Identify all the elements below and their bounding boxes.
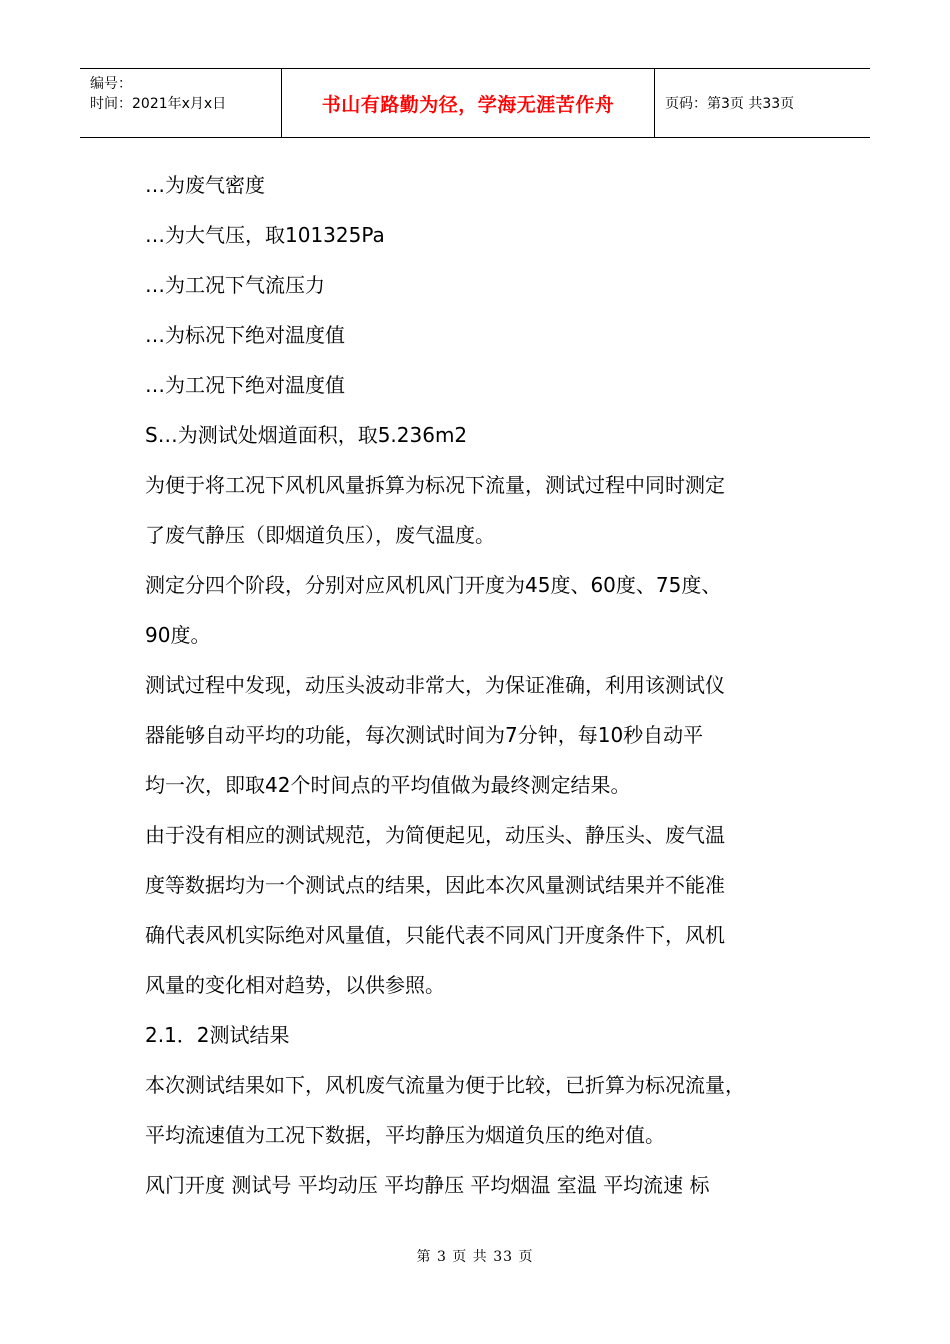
header-left-cell [80,69,282,137]
text-line: 为便于将工况下风机风量拆算为标况下流量，测试过程中同时测定 [145,473,725,497]
page-footer: 第 3 页 共 33 页 [416,1249,534,1265]
text-line: 确代表风机实际绝对风量值，只能代表不同风门开度条件下，风机 [145,923,725,947]
text-line: S…为测试处烟道面积，取5.236m2 [145,423,468,447]
motto-text: 书山有路勤为径，学海无涯苦作舟 [321,93,615,116]
text-line: 均一次，即取42个时间点的平均值做为最终测定结果。 [145,773,631,797]
text-line: …为废气密度 [145,173,265,197]
text-line: 90度。 [145,623,211,647]
text-line: …为大气压，取101325Pa [145,223,385,247]
text-line: 了废气静压（即烟道负压），废气温度。 [145,523,495,547]
text-line: 测定分四个阶段，分别对应风机风门开度为45度、60度、75度、 [145,573,722,597]
section-heading: 2.1．2测试结果 [145,1023,290,1047]
number-label: 编号： [90,76,132,92]
time-label: 时间：2021年x月x日 [90,96,227,112]
document-body [145,160,815,1210]
text-line: …为工况下气流压力 [145,273,325,297]
text-line: 平均流速值为工况下数据，平均静压为烟道负压的绝对值。 [145,1123,665,1147]
text-line: 测试过程中发现，动压头波动非常大，为保证准确，利用该测试仪 [145,673,725,697]
text-line: …为标况下绝对温度值 [145,323,345,347]
text-line: …为工况下绝对温度值 [145,373,345,397]
text-line: 由于没有相应的测试规范，为简便起见，动压头、静压头、废气温 [145,823,725,847]
header-page-cell [655,69,870,137]
text-line: 风量的变化相对趋势，以供参照。 [145,973,445,997]
document-header [80,68,870,138]
header-motto-cell [282,69,655,137]
page-info: 页码：第3页 共33页 [665,96,795,112]
text-line: 度等数据均为一个测试点的结果，因此本次风量测试结果并不能准 [145,873,725,897]
text-line: 器能够自动平均的功能，每次测试时间为7分钟，每10秒自动平 [145,723,704,747]
text-line: 本次测试结果如下，风机废气流量为便于比较，已折算为标况流量， [145,1073,745,1097]
table-header-line: 风门开度 测试号 平均动压 平均静压 平均烟温 室温 平均流速 标 [145,1173,710,1197]
